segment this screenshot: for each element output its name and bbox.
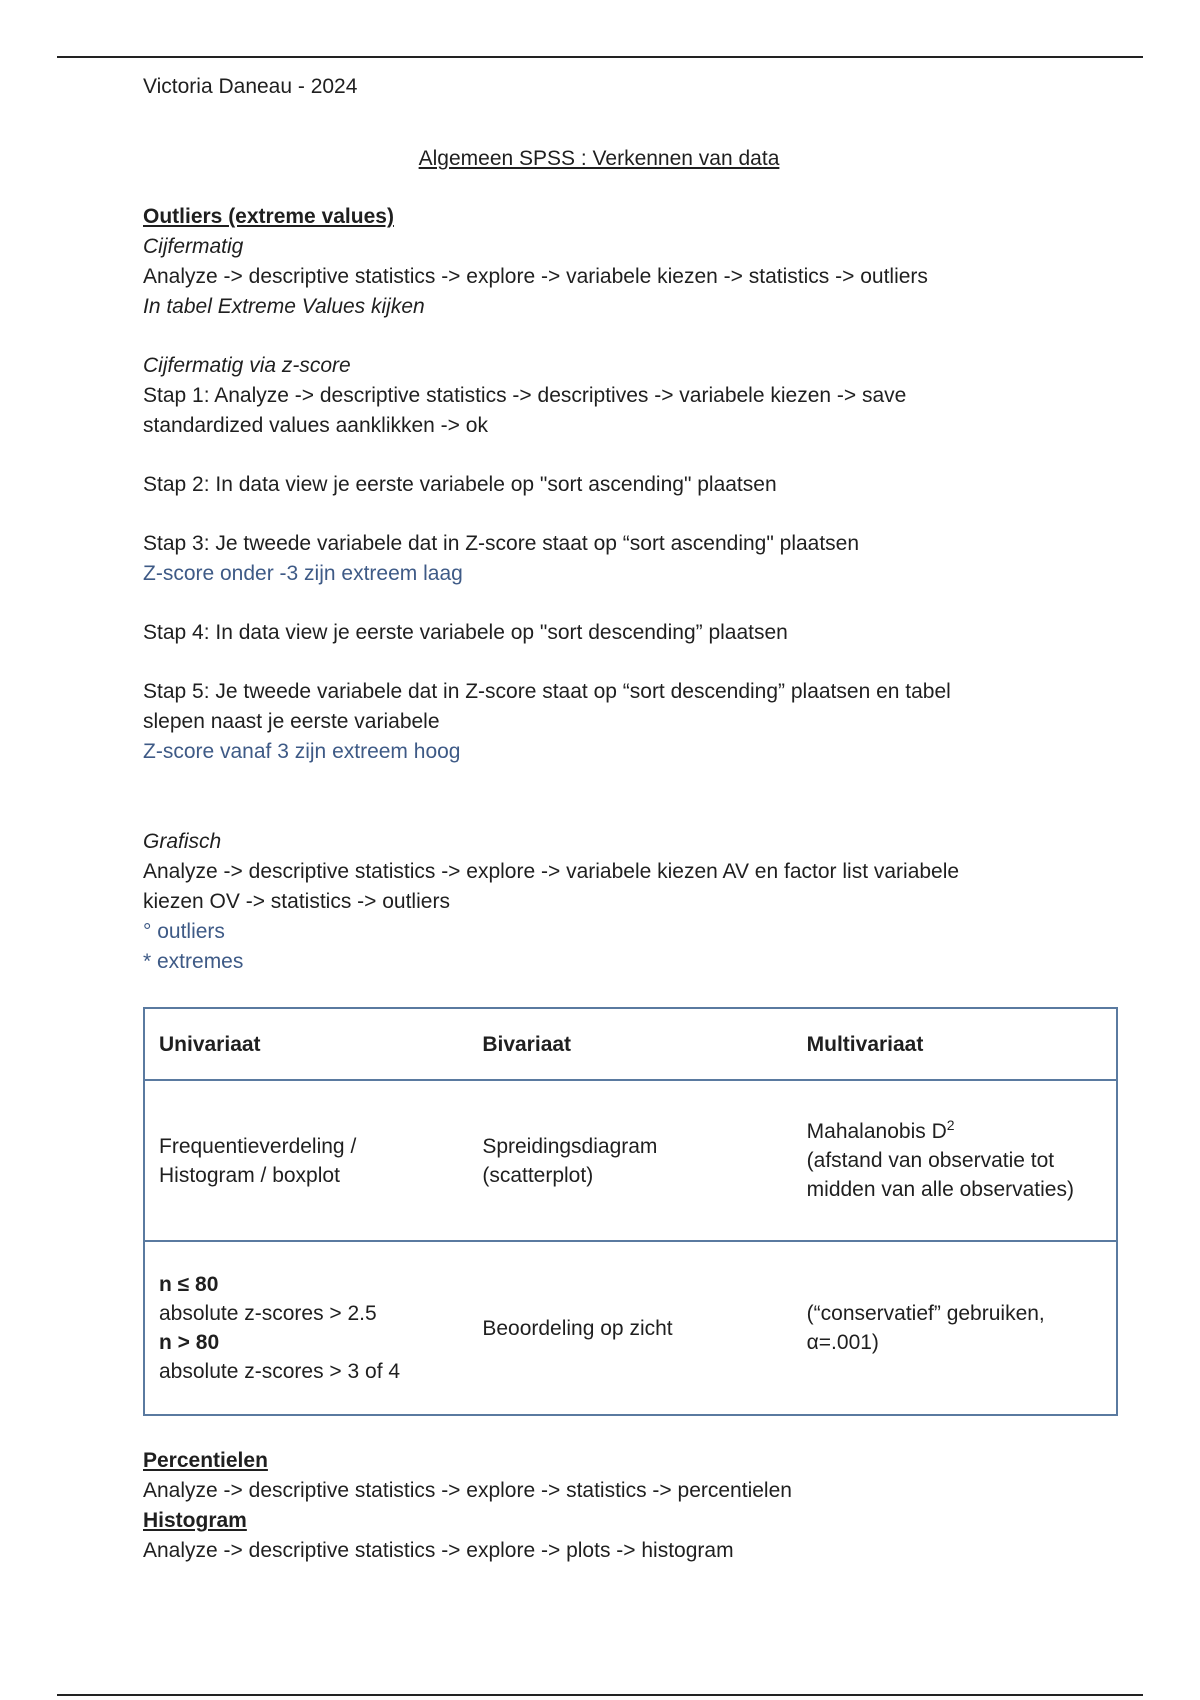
cell-text: n ≤ 80 (159, 1273, 219, 1296)
cell-multivariate-criteria (793, 1241, 1117, 1415)
header-univariaat: Univariaat (159, 1032, 261, 1056)
step3-note: Z-score onder -3 zijn extreem laag (143, 562, 463, 585)
cell-univariate-criteria (144, 1241, 468, 1415)
step2-line: Stap 2: In data view je eerste variabele op "sort ascending" plaatsen (143, 473, 777, 496)
histogram-heading: Histogram (143, 1509, 247, 1532)
step5-line-1: Stap 5: Je tweede variabele dat in Z-score staat op “sort descending” plaatsen en tabel (143, 680, 951, 703)
cell-text: Histogram / boxplot (159, 1163, 340, 1187)
header-multivariaat: Multivariaat (806, 1032, 924, 1056)
step5-line-2: slepen naast je eerste variabele (143, 710, 440, 733)
cell-univariate-methods (144, 1080, 468, 1241)
cell-multivariate-methods (793, 1080, 1117, 1241)
document-body (143, 72, 1123, 1566)
table-row (144, 1241, 1117, 1415)
numeric-label: Cijfermatig (143, 235, 244, 258)
percentielen-heading: Percentielen (143, 1449, 268, 1472)
graphic-label: Grafisch (143, 830, 222, 853)
step5-note: Z-score vanaf 3 zijn extreem hoog (143, 740, 461, 763)
cell-bivariate-methods (468, 1080, 792, 1241)
document-title: Algemeen SPSS : Verkennen van data (418, 147, 780, 170)
numeric-note: In tabel Extreme Values kijken (143, 295, 425, 318)
percentielen-path: Analyze -> descriptive statistics -> explore -> statistics -> percentielen (143, 1479, 792, 1502)
author-line: Victoria Daneau - 2024 (143, 75, 358, 98)
cell-text: (scatterplot) (482, 1163, 594, 1187)
mahalanobis-label: Mahalanobis D (806, 1120, 947, 1143)
cell-text: (“conservatief” gebruiken, (806, 1302, 1045, 1325)
cell-text: α=.001) (806, 1331, 879, 1354)
header-bivariaat: Bivariaat (482, 1032, 572, 1056)
zscore-label: Cijfermatig via z-score (143, 354, 351, 377)
step3-line: Stap 3: Je tweede variabele dat in Z-score staat op “sort ascending" plaatsen (143, 532, 860, 555)
bottom-rule (57, 1694, 1143, 1696)
cell-text: Frequentieverdeling / (159, 1134, 357, 1158)
top-rule (57, 56, 1143, 58)
histogram-path: Analyze -> descriptive statistics -> explore -> plots -> histogram (143, 1539, 734, 1562)
outliers-heading: Outliers (extreme values) (143, 205, 394, 228)
step1-line-1: Stap 1: Analyze -> descriptive statistics -> descriptives -> variabele kiezen -> save (143, 384, 907, 407)
cell-bivariate-criteria: Beoordeling op zicht (468, 1241, 792, 1415)
graphic-path-2: kiezen OV -> statistics -> outliers (143, 890, 450, 913)
superscript: 2 (946, 1117, 955, 1133)
step1-line-2: standardized values aanklikken -> ok (143, 414, 488, 437)
table-row (144, 1080, 1117, 1241)
cell-text: absolute z-scores > 2.5 (159, 1302, 377, 1325)
step4-line: Stap 4: In data view je eerste variabele op "sort descending” plaatsen (143, 621, 788, 644)
numeric-path: Analyze -> descriptive statistics -> explore -> variabele kiezen -> statistics -> outliers (143, 265, 928, 288)
outlier-method-table (143, 1007, 1118, 1416)
legend-outliers: ° outliers (143, 920, 225, 943)
cell-text: absolute z-scores > 3 of 4 (159, 1360, 401, 1383)
cell-text (807, 1117, 1102, 1146)
graphic-path-1: Analyze -> descriptive statistics -> explore -> variabele kiezen AV en factor list variabele (143, 860, 960, 883)
legend-extremes: * extremes (143, 950, 244, 973)
cell-text: (afstand van observatie tot (806, 1149, 1055, 1172)
table-header-row (144, 1008, 1117, 1080)
cell-text: n > 80 (159, 1331, 220, 1354)
cell-text: Spreidingsdiagram (482, 1134, 658, 1158)
cell-text: midden van alle observaties) (806, 1178, 1074, 1201)
